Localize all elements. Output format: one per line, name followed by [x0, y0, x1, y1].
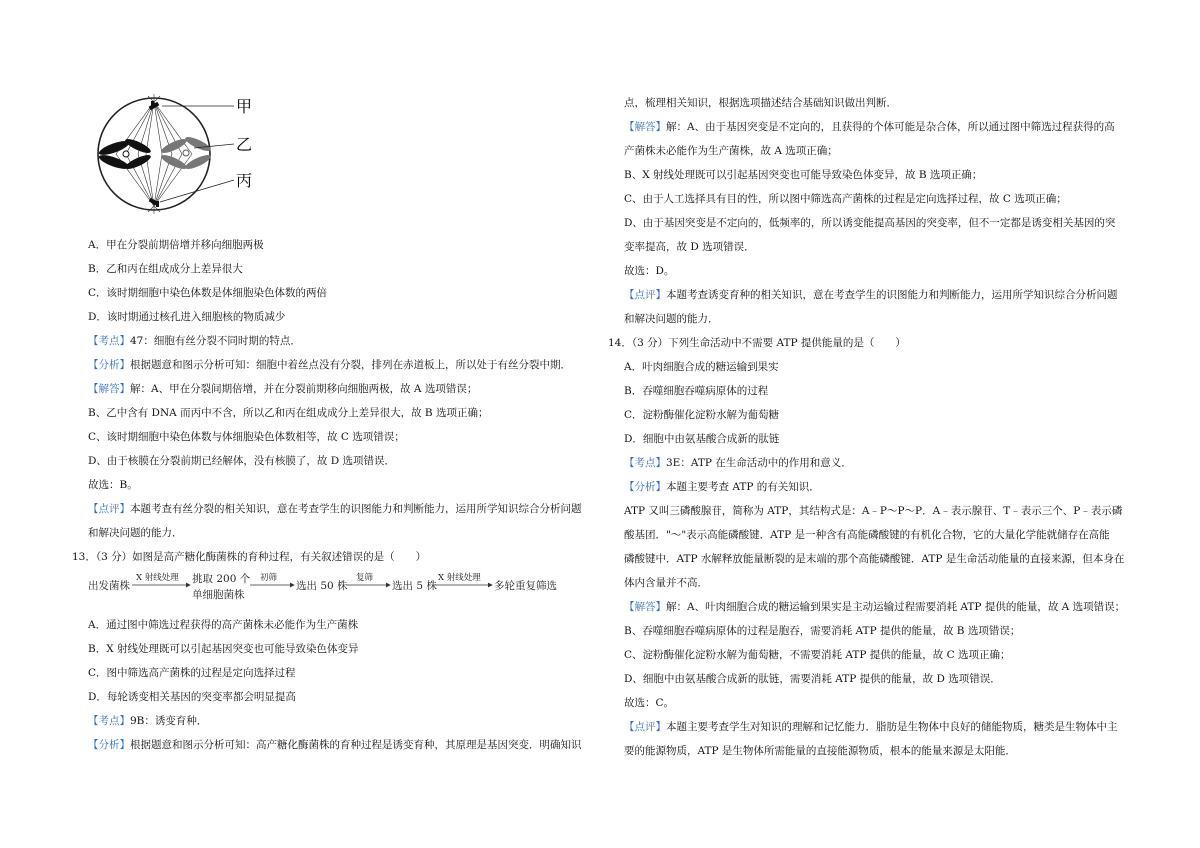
q12-jieda-b: B、乙中含有 DNA 而丙中不含，所以乙和丙在组成成分上差异很大，故 B 选项正确；: [88, 407, 489, 419]
q12-fenxi: 【分析】根据题意和图示分析可知：细胞中着丝点没有分裂，排列在赤道板上，所以处于有丝分裂中期．: [88, 359, 571, 371]
q14-option-b: B．吞噬细胞吞噬病原体的过程: [624, 385, 769, 397]
label-jia: 甲: [236, 97, 253, 116]
q14-answer: 故选：C。: [624, 697, 675, 709]
q12-dianping: 【点评】本题考查有丝分裂的相关知识，意在考查学生的识图能力和判断能力，运用所学知识综合分析问题: [88, 503, 582, 515]
q13-option-a: A．通过图中筛选过程获得的高产菌株未必能作为生产菌株: [88, 619, 359, 631]
q12-jieda-c: C、该时期细胞中染色体数与体细胞染色体数相等，故 C 选项错误；: [88, 431, 405, 443]
q13-stem: 13．（3 分）如图是高产糖化酶菌株的育种过程，有关叙述错误的是（ ）: [72, 551, 427, 563]
mitosis-cell-figure: [86, 92, 256, 222]
q14-fenxi-body-1: ATP 又叫三磷酸腺苷，简称为 ATP，其结构式是：A﹣P～P～P．A﹣表示腺苷、T﹣表示三个、P﹣表示磷: [624, 505, 1123, 517]
flow-arrow-2: 初筛: [260, 573, 278, 583]
q13-fenxi-cont: 点，梳理相关知识，根据选项描述结合基础知识做出判断．: [624, 97, 897, 109]
q13-jieda-c: C、由于人工选择具有目的性，所以图中筛选高产菌株的过程是定向选择过程，故 C 选项正确；: [624, 193, 1067, 205]
label-yi: 乙: [236, 135, 253, 154]
q14-jieda: 【解答】解：A、叶肉细胞合成的糖运输到果实是主动运输过程需要消耗 ATP 提供的能量，故 A 选项错误；: [624, 601, 1126, 613]
q13-dianping: 【点评】本题考查诱变育种的相关知识，意在考查学生的识图能力和判断能力，运用所学知识综合分析问题: [624, 289, 1118, 301]
q13-kaodian: 【考点】9B：诱变育种．: [88, 715, 208, 727]
q13-option-c: C．图中筛选高产菌株的过程是定向选择过程: [88, 667, 296, 679]
q12-option-b: B．乙和丙在组成成分上差异很大: [88, 263, 243, 275]
q12-kaodian: 【考点】47：细胞有丝分裂不同时期的特点．: [88, 335, 301, 347]
q12-jieda-d: D、由于核膜在分裂前期已经解体，没有核膜了，故 D 选项错误．: [88, 455, 396, 467]
q14-kaodian: 【考点】3E：ATP 在生命活动中的作用和意义．: [624, 457, 852, 469]
q12-dianping-2: 和解决问题的能力．: [88, 527, 183, 539]
q12-answer: 故选：B。: [88, 479, 138, 491]
q13-jieda: 【解答】解：A、由于基因突变是不定向的，且获得的个体可能是杂合体，所以通过图中筛选过程获得的高: [624, 121, 1115, 133]
q13-answer: 故选：D。: [624, 265, 675, 277]
q14-fenxi-body-4: 体内含量并不高．: [624, 577, 708, 589]
q12-option-c: C．该时期细胞中染色体数是体细胞染色体数的两倍: [88, 287, 328, 299]
flow-start: 出发菌株: [88, 580, 130, 592]
q13-jieda-2: 产菌株未必能作为生产菌株，故 A 选项正确；: [624, 145, 838, 157]
q14-jieda-b: B、吞噬细胞吞噬病原体的过程是胞吞，需要消耗 ATP 提供的能量，故 B 选项错误；: [624, 625, 1021, 637]
flow-step-5: 多轮重复筛选: [494, 580, 557, 592]
flow-step-4: 选出 5 株: [392, 580, 437, 592]
q12-option-d: D．该时期通过核孔进入细胞核的物质减少: [88, 311, 286, 323]
q14-dianping-2: 要的能源物质，ATP 是生物体所需能量的直接能源物质，根本的能量来源是太阳能．: [624, 745, 1016, 757]
q14-jieda-d: D、细胞中由氨基酸合成新的肽链，需要消耗 ATP 提供的能量，故 D 选项错误．: [624, 673, 1001, 685]
q13-jieda-d2: 变率提高，故 D 选项错误．: [624, 241, 755, 253]
q13-jieda-b: B、X 射线处理既可以引起基因突变也可能导致染色体变异，故 B 选项正确；: [624, 169, 983, 181]
q14-fenxi-body-2: 酸基团．"～"表示高能磷酸键．ATP 是一种含有高能磷酸键的有机化合物，它的大量化学能就储存在高能: [624, 529, 1110, 541]
q13-dianping-2: 和解决问题的能力．: [624, 313, 719, 325]
q12-jieda: 【解答】解：A、甲在分裂间期倍增，并在分裂前期移向细胞两极，故 A 选项错误；: [88, 383, 478, 395]
q14-option-c: C．淀粉酶催化淀粉水解为葡萄糖: [624, 409, 780, 421]
flow-step-3: 选出 50 株: [296, 580, 348, 592]
flow-arrow-3: 复筛: [356, 573, 374, 583]
flow-step-2: 挑取 200 个: [192, 573, 251, 585]
q13-option-d: D．每轮诱变相关基因的突变率都会明显提高: [88, 691, 296, 703]
q14-jieda-c: C、淀粉酶催化淀粉水解为葡萄糖，不需要消耗 ATP 提供的能量，故 C 选项正确；: [624, 649, 1011, 661]
q14-fenxi-body-3: 磷酸键中．ATP 水解释放能量断裂的是末端的那个高能磷酸键．ATP 是生命活动能量的直接来源，但本身在: [624, 553, 1125, 565]
q14-option-d: D．细胞中由氨基酸合成新的肽链: [624, 433, 780, 445]
q14-fenxi: 【分析】本题主要考查 ATP 的有关知识．: [624, 481, 820, 493]
q12-option-a: A．甲在分裂前期倍增并移向细胞两极: [88, 239, 264, 251]
q13-fenxi: 【分析】根据题意和图示分析可知：高产糖化酶菌株的育种过程是诱变育种，其原理是基因突变．明确知识: [88, 739, 582, 751]
flow-arrow-1: X 射线处理: [136, 573, 179, 583]
breeding-flow-diagram: [88, 568, 568, 608]
flow-arrow-4: X 射线处理: [438, 573, 481, 583]
q14-dianping: 【点评】本题主要考查学生对知识的理解和记忆能力．脂肪是生物体中良好的储能物质，糖类是生物体中主: [624, 721, 1118, 733]
flow-step-2b: 单细胞菌株: [192, 589, 245, 601]
q13-option-b: B．X 射线处理既可以引起基因突变也可能导致染色体变异: [88, 643, 359, 655]
q14-stem: 14．（3 分）下列生命活动中不需要 ATP 提供能量的是（ ）: [608, 337, 906, 349]
q13-jieda-d: D、由于基因突变是不定向的，低频率的，所以诱变能提高基因的突变率，但不一定都是诱变相关基因的突: [624, 217, 1116, 229]
q14-option-a: A．叶肉细胞合成的糖运输到果实: [624, 361, 779, 373]
label-bing: 丙: [236, 171, 253, 190]
